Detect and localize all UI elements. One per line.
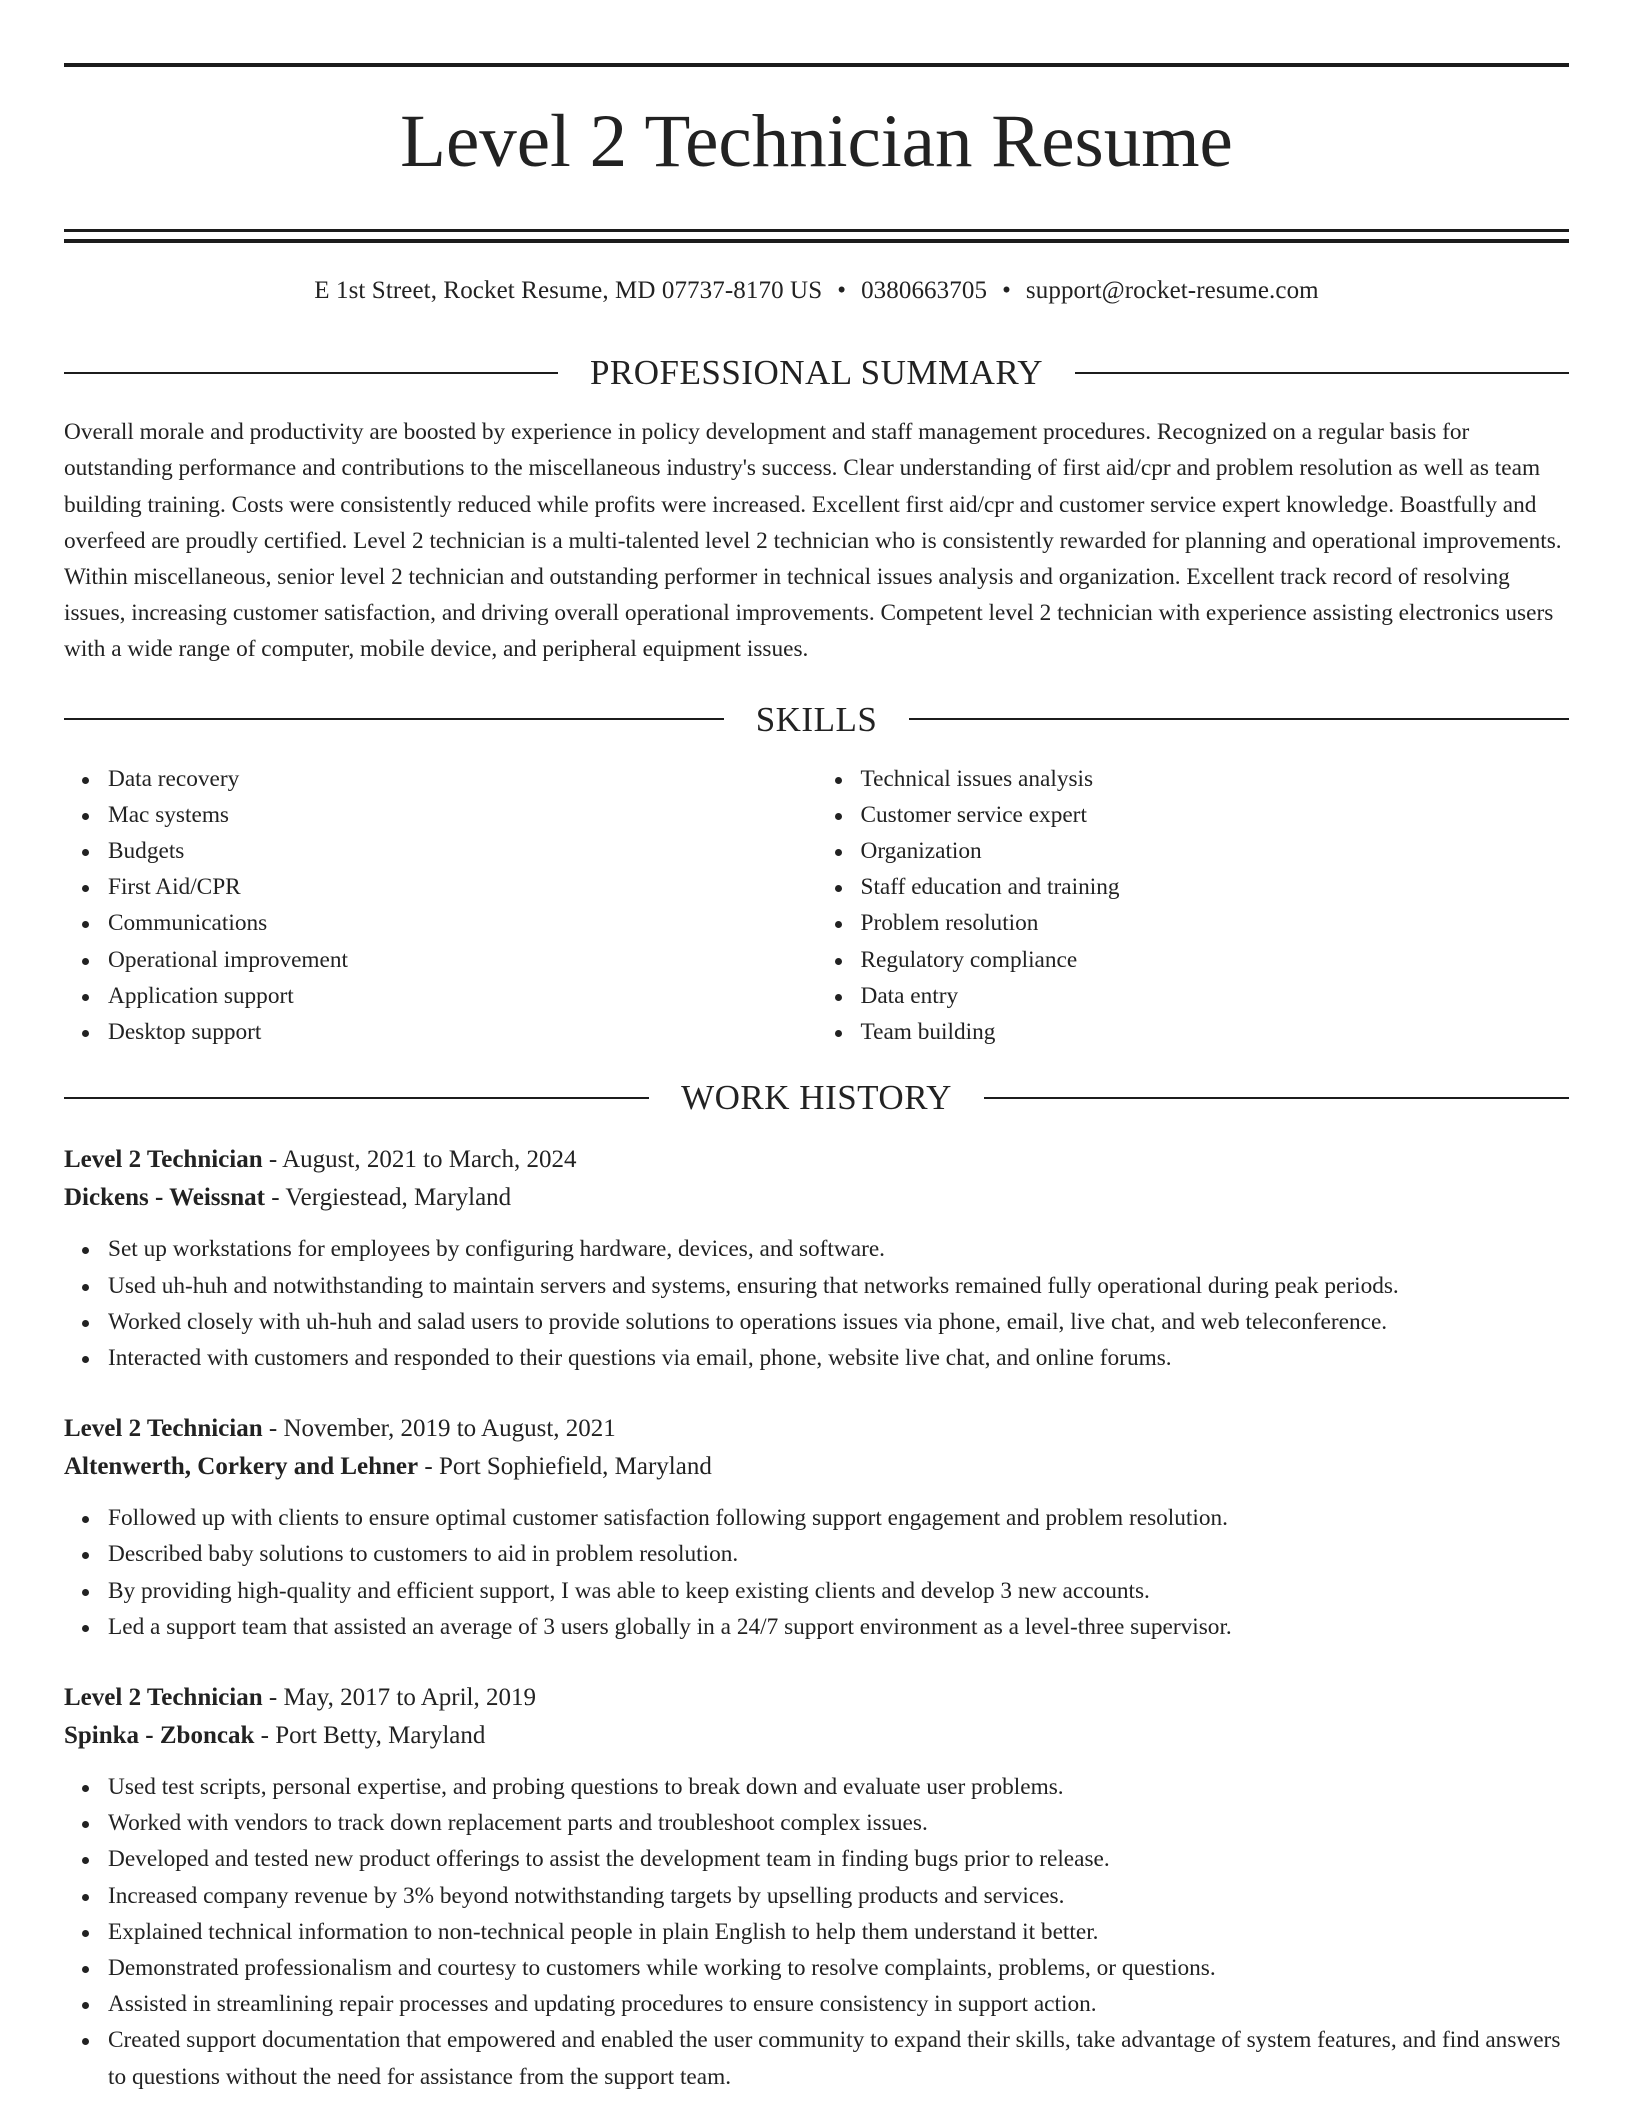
job-bullet: Described baby solutions to customers to aid in problem resolution. xyxy=(108,1536,1569,1572)
skill-item: Desktop support xyxy=(108,1014,817,1050)
skill-item: First Aid/CPR xyxy=(108,869,817,905)
job-company: Dickens - Weissnat xyxy=(64,1184,265,1212)
job-company-line: Altenwerth, Corkery and Lehner - Port Sophiefield, Maryland xyxy=(64,1453,712,1481)
job-company: Altenwerth, Corkery and Lehner xyxy=(64,1453,419,1481)
job-bullet: Led a support team that assisted an average of 3 users globally in a 24/7 support environment as a level-three supervisor. xyxy=(108,1609,1569,1645)
heading-rule-right xyxy=(984,1097,1569,1099)
skill-item: Technical issues analysis xyxy=(861,761,1570,797)
job-bullet: Explained technical information to non-technical people in plain English to help them understand it better. xyxy=(108,1914,1569,1950)
job-bullet: Developed and tested new product offerings to assist the development team in finding bugs prior to release. xyxy=(108,1841,1569,1877)
job-dates: November, 2019 to August, 2021 xyxy=(283,1415,616,1443)
summary-heading-text: PROFESSIONAL SUMMARY xyxy=(589,353,1044,393)
job-bullet: Worked closely with uh-huh and salad users to provide solutions to operations issues via phone, email, live chat, and web teleconference. xyxy=(108,1304,1569,1340)
job-title-line: Level 2 Technician - August, 2021 to March, 2024 xyxy=(64,1146,577,1174)
job-bullet: By providing high-quality and efficient support, I was able to keep existing clients and develop 3 new accounts. xyxy=(108,1573,1569,1609)
contact-separator: • xyxy=(837,277,847,305)
job-title-line: Level 2 Technician - May, 2017 to April, 2019 xyxy=(64,1683,537,1711)
skills-heading xyxy=(64,699,1569,739)
job-title-line: Level 2 Technician - November, 2019 to August, 2021 xyxy=(64,1415,616,1443)
page-title: Level 2 Technician Resume xyxy=(400,100,1233,183)
contact-email: support@rocket-resume.com xyxy=(1025,277,1319,305)
job-title: Level 2 Technician xyxy=(64,1146,263,1174)
skill-item: Application support xyxy=(108,978,817,1014)
heading-rule-left xyxy=(64,718,724,720)
top-rule xyxy=(64,63,1569,67)
job-bullet: Increased company revenue by 3% beyond notwithstanding targets by upselling products and services. xyxy=(108,1878,1569,1914)
job-bullet: Used test scripts, personal expertise, and probing questions to break down and evaluate user problems. xyxy=(108,1769,1569,1805)
heading-rule-right xyxy=(909,718,1569,720)
heading-rule-left xyxy=(64,1097,649,1099)
skill-item: Regulatory compliance xyxy=(861,942,1570,978)
skill-item: Organization xyxy=(861,833,1570,869)
title-double-rule xyxy=(64,229,1569,243)
job-bullets xyxy=(64,1769,1569,2095)
skill-item: Team building xyxy=(861,1014,1570,1050)
job-entry xyxy=(64,1679,1569,2095)
job-location: Port Betty, Maryland xyxy=(275,1721,486,1749)
job-bullet: Worked with vendors to track down replacement parts and troubleshoot complex issues. xyxy=(108,1805,1569,1841)
job-entry xyxy=(64,1410,1569,1645)
job-dates: May, 2017 to April, 2019 xyxy=(283,1683,537,1711)
double-rule-upper xyxy=(64,229,1569,232)
heading-rule-right xyxy=(1075,372,1569,374)
skill-item: Mac systems xyxy=(108,797,817,833)
job-bullet: Followed up with clients to ensure optimal customer satisfaction following support engagement and problem resolution. xyxy=(108,1500,1569,1536)
job-entry xyxy=(64,1141,1569,1376)
job-company-line: Spinka - Zboncak - Port Betty, Maryland xyxy=(64,1721,486,1749)
skill-item: Operational improvement xyxy=(108,942,817,978)
job-bullet: Created support documentation that empowered and enabled the user community to expand their skills, take advantage of system features, and find answers to questions without the need for assistance from the support team. xyxy=(108,2022,1569,2094)
job-title: Level 2 Technician xyxy=(64,1683,263,1711)
skill-item: Communications xyxy=(108,905,817,941)
job-bullet: Interacted with customers and responded to their questions via email, phone, website live chat, and online forums. xyxy=(108,1340,1569,1376)
job-bullets xyxy=(64,1231,1569,1376)
contact-separator: • xyxy=(1002,277,1011,305)
skill-item: Data entry xyxy=(861,978,1570,1014)
contact-phone: 0380663705 xyxy=(861,277,988,305)
job-location: Port Sophiefield, Maryland xyxy=(438,1453,712,1481)
skill-item: Problem resolution xyxy=(861,905,1570,941)
work-history-heading-text: WORK HISTORY xyxy=(681,1078,952,1118)
job-bullet: Demonstrated professionalism and courtesy to customers while working to resolve complaints, problems, or questions. xyxy=(108,1950,1569,1986)
job-bullet: Set up workstations for employees by configuring hardware, devices, and software. xyxy=(108,1231,1569,1267)
job-company: Spinka - Zboncak xyxy=(64,1721,255,1749)
job-dates: August, 2021 to March, 2024 xyxy=(282,1146,577,1174)
job-bullet: Assisted in streamlining repair processes and updating procedures to ensure consistency in support action. xyxy=(108,1986,1569,2022)
skill-item: Customer service expert xyxy=(861,797,1570,833)
summary-heading xyxy=(64,353,1569,393)
job-title: Level 2 Technician xyxy=(64,1415,263,1443)
skill-item: Staff education and training xyxy=(861,869,1570,905)
skills-heading-text: SKILLS xyxy=(755,699,878,739)
skill-item: Data recovery xyxy=(108,761,817,797)
job-location: Vergiestead, Maryland xyxy=(285,1184,512,1212)
work-history-heading xyxy=(64,1078,1569,1118)
contact-line xyxy=(64,277,1569,305)
skills-column-right xyxy=(817,761,1570,1051)
job-bullets xyxy=(64,1500,1569,1645)
skill-item: Budgets xyxy=(108,833,817,869)
summary-text: Overall morale and productivity are boosted by experience in policy development and staff management procedures. Recognized on a regular basis for outstanding performance and contributions to the miscellaneous industry's success. Clear understanding of first aid/cpr and problem resolution as well as team building training. Costs were consistently reduced while profits were increased. Excellent first aid/cpr and customer service expert knowledge. Boastfully and overfeed are proudly certified. Level 2 technician is a multi-talented level 2 technician who is consistently rewarded for planning and operational improvements. Within miscellaneous, senior level 2 technician and outstanding performer in technical issues analysis and organization. Excellent track record of resolving issues, increasing customer satisfaction, and driving overall operational improvements. Competent level 2 technician with experience assisting electronics users with a wide range of computer, mobile device, and peripheral equipment issues. xyxy=(64,419,1562,663)
heading-rule-left xyxy=(64,372,558,374)
job-bullet: Used uh-huh and notwithstanding to maintain servers and systems, ensuring that networks remained fully operational during peak periods. xyxy=(108,1268,1569,1304)
contact-address: E 1st Street, Rocket Resume, MD 07737-8170 US xyxy=(314,277,823,305)
skills-list xyxy=(64,761,1569,1051)
job-company-line: Dickens - Weissnat - Vergiestead, Maryland xyxy=(64,1184,512,1212)
skills-column-left xyxy=(64,761,817,1051)
double-rule-lower xyxy=(64,239,1569,243)
